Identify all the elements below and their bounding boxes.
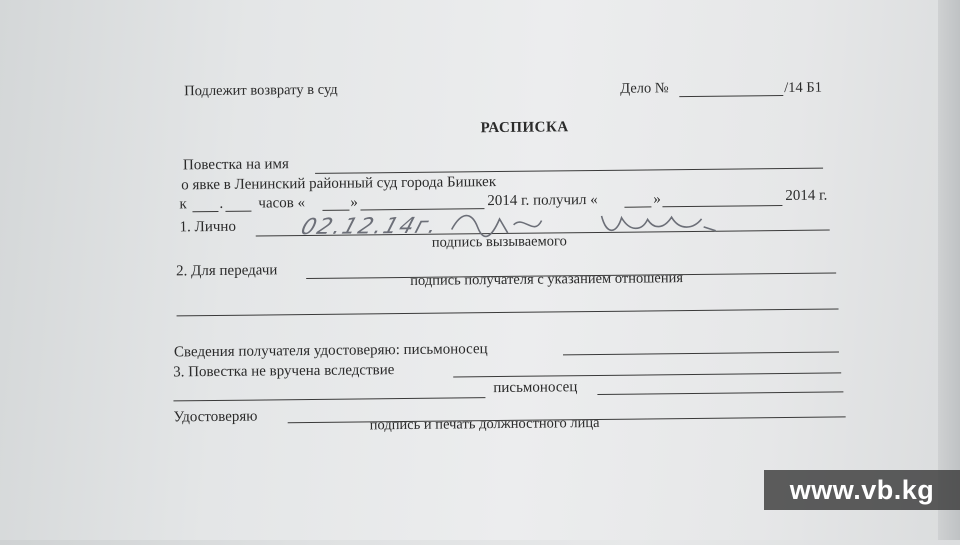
document-title: РАСПИСКА — [480, 119, 569, 137]
minute-field — [225, 211, 251, 212]
time-separator: . — [219, 195, 224, 212]
not-delivered-label: 3. Повестка не вручена вследствие — [173, 362, 395, 381]
case-number-field — [679, 95, 783, 97]
section2-extra-line — [177, 308, 839, 316]
site-watermark: www.vb.kg — [764, 470, 960, 510]
return-note: Подлежит возврату в суд — [184, 81, 338, 100]
handwritten-date: 02.12.14г. — [297, 213, 443, 241]
postman-label: письмоносец — [493, 379, 578, 397]
time-prefix: к — [179, 196, 187, 213]
appear-quote-close: » — [350, 194, 358, 211]
summons-name-field — [315, 168, 823, 174]
postman-signature-line — [597, 391, 843, 395]
received-year: 2014 г. — [785, 187, 828, 205]
section1-caption: подпись вызываемого — [431, 233, 567, 251]
not-delivered-extra-line — [173, 397, 485, 401]
certify-caption: подпись и печать должностного лица — [369, 414, 600, 434]
case-number-label: Дело № — [620, 80, 669, 97]
section2-label: 2. Для передачи — [176, 262, 278, 280]
court-line: о явке в Ленинский районный суд города Бишкек — [181, 174, 497, 194]
received-quote-close: » — [653, 191, 661, 208]
received-label: 2014 г. получил « — [487, 191, 598, 210]
recipient-info-label: Сведения получателя удостоверяю: письмоносец — [173, 341, 488, 361]
summons-name-label: Повестка на имя — [182, 156, 289, 174]
section2-caption: подпись получателя с указанием отношения — [410, 270, 684, 289]
section1-label: 1. Лично — [179, 218, 237, 236]
hours-label: часов « — [258, 195, 306, 212]
hour-field — [192, 211, 218, 212]
case-number-suffix: /14 Б1 — [784, 79, 823, 97]
not-delivered-line — [453, 372, 841, 377]
certify-label: Удостоверяю — [173, 408, 258, 426]
recipient-info-line — [563, 351, 839, 355]
